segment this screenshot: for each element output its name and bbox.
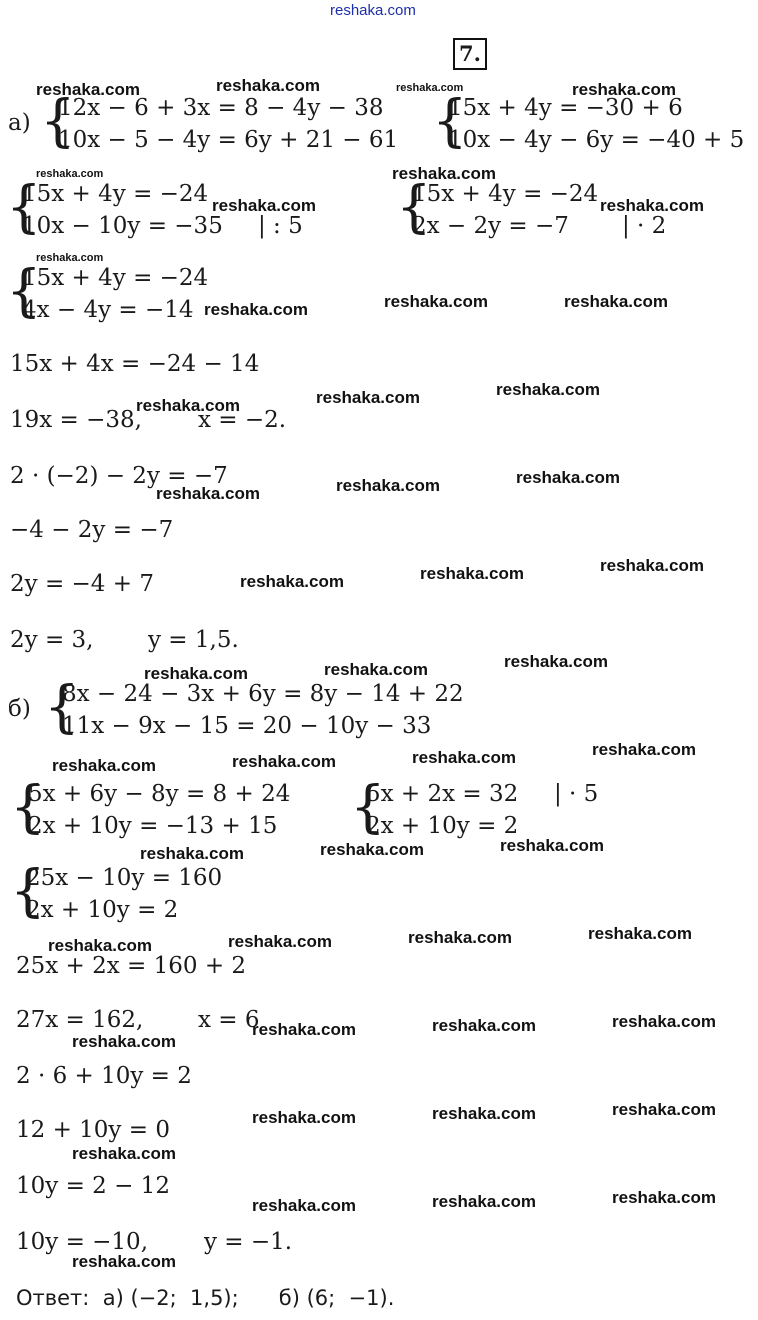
watermark: reshaka.com	[144, 664, 248, 683]
equation: y = −1.	[204, 1229, 293, 1255]
equation: 15x + 4y = −24	[412, 181, 599, 207]
equation: 2x − 2y = −7	[412, 213, 569, 239]
equation: 2x + 10y = −13 + 15	[28, 813, 278, 839]
watermark: reshaka.com	[588, 924, 692, 943]
watermark: reshaka.com	[612, 1100, 716, 1119]
equation: 10y = 2 − 12	[16, 1173, 170, 1199]
equation: 19x = −38,	[10, 407, 142, 433]
site-header-link[interactable]: reshaka.com	[330, 2, 416, 19]
watermark: reshaka.com	[336, 476, 440, 495]
watermark: reshaka.com	[612, 1012, 716, 1031]
watermark: reshaka.com	[412, 748, 516, 767]
brace: {	[6, 175, 42, 240]
watermark: reshaka.com	[516, 468, 620, 487]
equation: 8x − 24 − 3x + 6y = 8y − 14 + 22	[62, 681, 464, 707]
part-b-label: б)	[8, 696, 31, 722]
equation: 27x = 162,	[16, 1007, 144, 1033]
watermark: reshaka.com	[432, 1016, 536, 1035]
equation: 2y = 3,	[10, 627, 94, 653]
equation: 2y = −4 + 7	[10, 571, 154, 597]
watermark: reshaka.com	[72, 1032, 176, 1051]
equation: 4x − 4y = −14	[22, 297, 194, 323]
watermark: reshaka.com	[252, 1108, 356, 1127]
watermark: reshaka.com	[600, 556, 704, 575]
watermark: reshaka.com	[48, 936, 152, 955]
watermark: reshaka.com	[564, 292, 668, 311]
brace: {	[350, 775, 386, 840]
equation: x = 6	[198, 1007, 260, 1033]
watermark: reshaka.com	[316, 388, 420, 407]
equation: 15x + 4y = −30 + 6	[448, 95, 683, 121]
watermark: reshaka.com	[320, 840, 424, 859]
equation: 25x + 2x = 160 + 2	[16, 953, 247, 979]
equation: 15x + 4y = −24	[22, 181, 209, 207]
watermark: reshaka.com	[384, 292, 488, 311]
equation: 2 · (−2) − 2y = −7	[10, 463, 228, 489]
watermark: reshaka.com	[324, 660, 428, 679]
equation: 2x + 10y = 2	[26, 897, 179, 923]
operation-note: | · 2	[622, 213, 667, 239]
watermark: reshaka.com	[500, 836, 604, 855]
watermark: reshaka.com	[216, 76, 320, 95]
watermark: reshaka.com	[392, 164, 496, 183]
operation-note: | · 5	[554, 781, 599, 807]
brace: {	[10, 775, 46, 840]
brace: {	[44, 675, 80, 740]
watermark: reshaka.com	[36, 168, 104, 180]
equation: 10x − 4y − 6y = −40 + 5	[448, 127, 745, 153]
watermark: reshaka.com	[140, 844, 244, 863]
watermark: reshaka.com	[228, 932, 332, 951]
equation: 5x + 2x = 32	[366, 781, 519, 807]
watermark: reshaka.com	[156, 484, 260, 503]
watermark: reshaka.com	[572, 80, 676, 99]
brace: {	[40, 89, 76, 154]
watermark: reshaka.com	[240, 572, 344, 591]
watermark: reshaka.com	[232, 752, 336, 771]
equation: x = −2.	[198, 407, 287, 433]
brace: {	[10, 859, 46, 924]
watermark: reshaka.com	[408, 928, 512, 947]
watermark: reshaka.com	[432, 1104, 536, 1123]
equation: 10x − 5 − 4y = 6y + 21 − 61	[58, 127, 399, 153]
equation: y = 1,5.	[148, 627, 239, 653]
watermark: reshaka.com	[72, 1252, 176, 1271]
brace: {	[396, 175, 432, 240]
watermark: reshaka.com	[204, 300, 308, 319]
operation-note: | : 5	[258, 213, 303, 239]
equation: 2x + 10y = 2	[366, 813, 519, 839]
equation: 5x + 6y − 8y = 8 + 24	[28, 781, 291, 807]
watermark: reshaka.com	[252, 1196, 356, 1215]
equation: 10y = −10,	[16, 1229, 149, 1255]
watermark: reshaka.com	[504, 652, 608, 671]
equation: 12 + 10y = 0	[16, 1117, 170, 1143]
answer: Ответ: а) (−2; 1,5); б) (6; −1).	[16, 1286, 395, 1310]
equation: 12x − 6 + 3x = 8 − 4y − 38	[58, 95, 384, 121]
equation: 2 · 6 + 10y = 2	[16, 1063, 192, 1089]
watermark: reshaka.com	[496, 380, 600, 399]
watermark: reshaka.com	[136, 396, 240, 415]
brace: {	[432, 89, 468, 154]
watermark: reshaka.com	[600, 196, 704, 215]
watermark: reshaka.com	[72, 1144, 176, 1163]
watermark: reshaka.com	[252, 1020, 356, 1039]
problem-number: 7.	[453, 38, 487, 70]
equation: 15x + 4y = −24	[22, 265, 209, 291]
watermark: reshaka.com	[36, 252, 104, 264]
watermark: reshaka.com	[420, 564, 524, 583]
watermark: reshaka.com	[52, 756, 156, 775]
watermark: reshaka.com	[612, 1188, 716, 1207]
watermark: reshaka.com	[212, 196, 316, 215]
equation: −4 − 2y = −7	[10, 517, 174, 543]
equation: 10x − 10y = −35	[22, 213, 223, 239]
watermark: reshaka.com	[432, 1192, 536, 1211]
part-a-label: а)	[8, 110, 31, 136]
watermark: reshaka.com	[592, 740, 696, 759]
brace: {	[6, 259, 42, 324]
equation: 11x − 9x − 15 = 20 − 10y − 33	[62, 713, 432, 739]
equation: 25x − 10y = 160	[26, 865, 223, 891]
watermark: reshaka.com	[396, 82, 464, 94]
watermark: reshaka.com	[36, 80, 140, 99]
equation: 15x + 4x = −24 − 14	[10, 351, 260, 377]
